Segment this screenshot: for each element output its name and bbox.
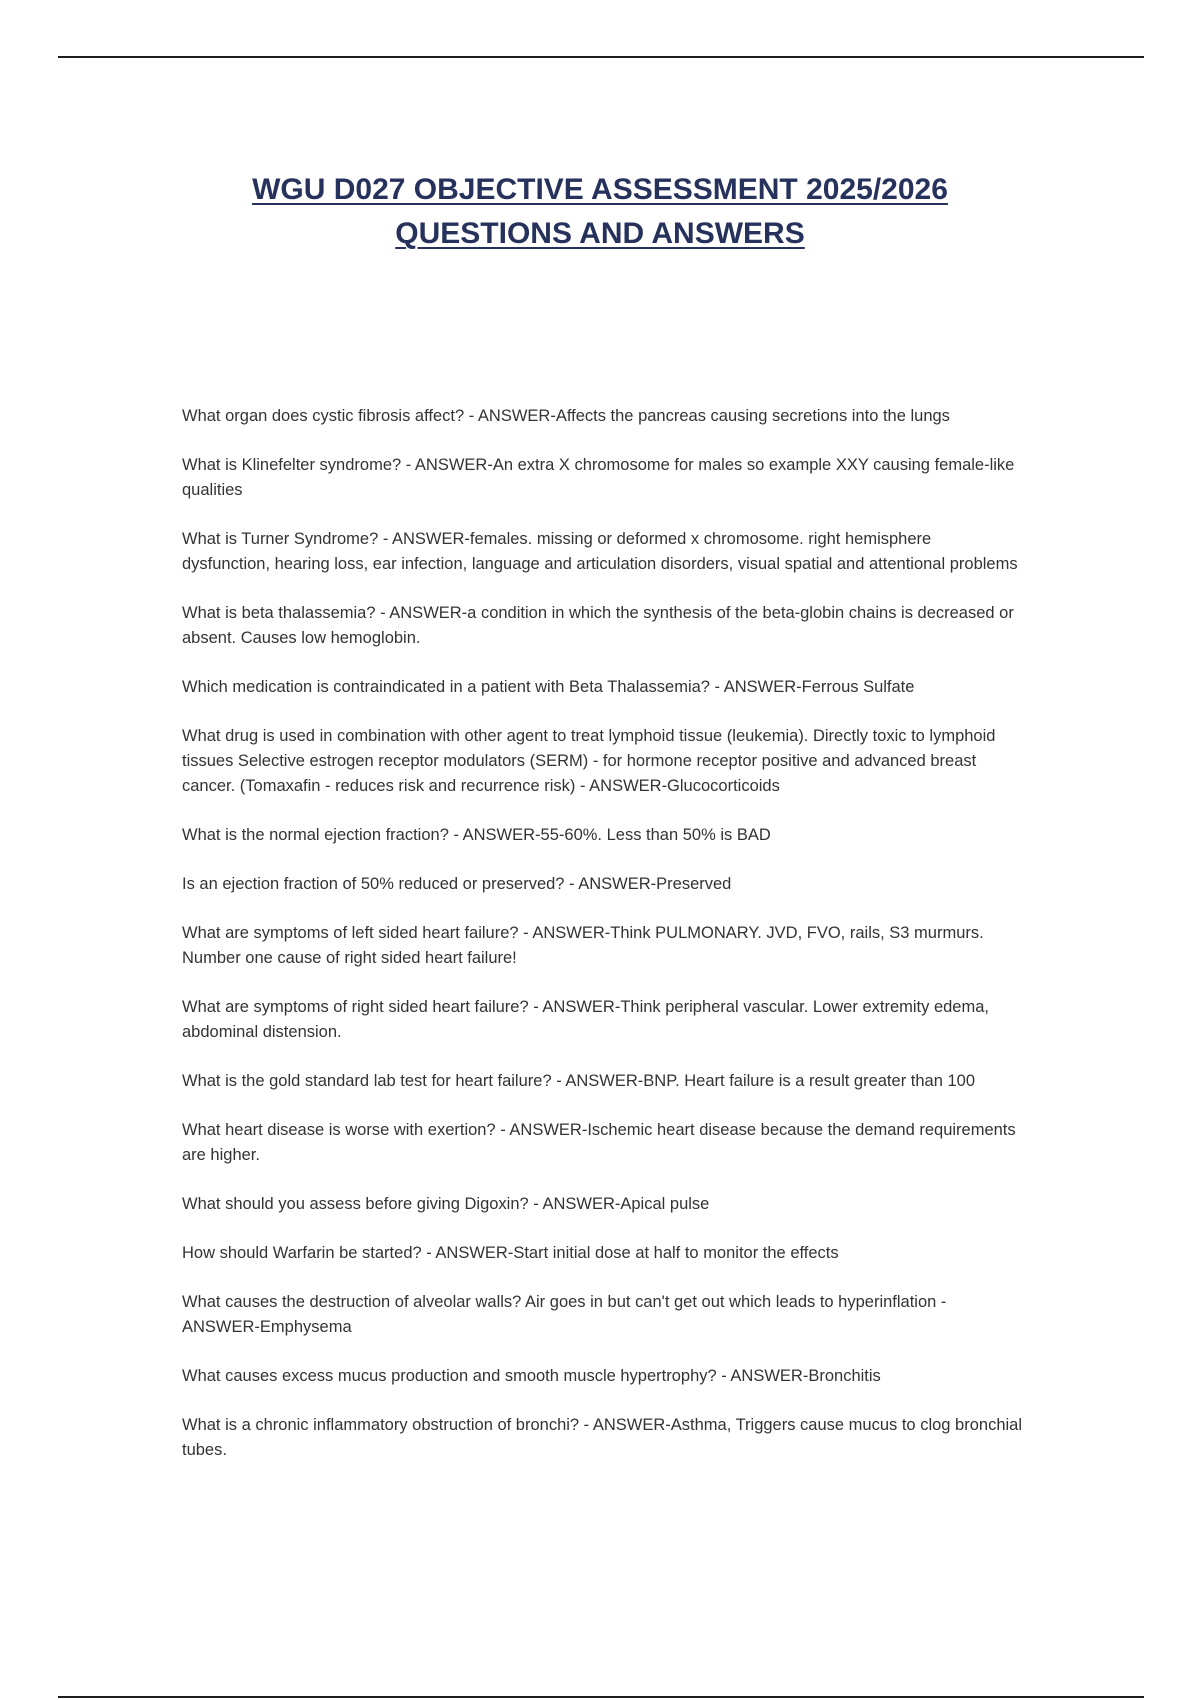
qa-item: What causes excess mucus production and smooth muscle hypertrophy? - ANSWER-Bronchitis — [182, 1367, 881, 1385]
title-line-2: QUESTIONS AND ANSWERS — [395, 217, 805, 251]
qa-item: How should Warfarin be started? - ANSWER-Start initial dose at half to monitor the effects — [182, 1244, 839, 1262]
qa-item: What are symptoms of right sided heart failure? - ANSWER-Think peripheral vascular. Lower extremity edema, abdominal distension. — [182, 998, 989, 1041]
qa-item: What is beta thalassemia? - ANSWER-a condition in which the synthesis of the beta-globin chains is decreased or absent. Causes low hemoglobin. — [182, 604, 1014, 647]
qa-item: What heart disease is worse with exertion? - ANSWER-Ischemic heart disease because the demand requirements are higher. — [182, 1121, 1016, 1164]
qa-list — [182, 404, 1022, 1487]
title-line-1: WGU D027 OBJECTIVE ASSESSMENT 2025/2026 — [252, 173, 948, 207]
footer-rule — [58, 1696, 1144, 1698]
qa-item: What is Klinefelter syndrome? - ANSWER-An extra X chromosome for males so example XXY causing female-like qualities — [182, 456, 1015, 499]
qa-item: What is the gold standard lab test for heart failure? - ANSWER-BNP. Heart failure is a result greater than 100 — [182, 1072, 975, 1090]
qa-item: What is the normal ejection fraction? - ANSWER-55-60%. Less than 50% is BAD — [182, 826, 771, 844]
document-title — [0, 168, 1200, 256]
qa-item: What is Turner Syndrome? - ANSWER-females. missing or deformed x chromosome. right hemisphere dysfunction, hearing loss, ear infection, language and articulation disorders, visual spatial and attentional problems — [182, 530, 1018, 573]
qa-item: Which medication is contraindicated in a patient with Beta Thalassemia? - ANSWER-Ferrous Sulfate — [182, 678, 915, 696]
qa-item: What should you assess before giving Digoxin? - ANSWER-Apical pulse — [182, 1195, 710, 1213]
qa-item: What causes the destruction of alveolar walls? Air goes in but can't get out which leads to hyperinflation - ANSWER-Emphysema — [182, 1293, 947, 1336]
qa-item: What drug is used in combination with other agent to treat lymphoid tissue (leukemia). Directly toxic to lymphoid tissues Selective estrogen receptor modulators (SERM) - for hormone receptor positive and advanced breast cancer. (Tomaxafin - reduces risk and recurrence risk) - ANSWER-Glucocorticoids — [182, 727, 996, 795]
header-rule — [58, 56, 1144, 58]
qa-item: What is a chronic inflammatory obstruction of bronchi? - ANSWER-Asthma, Triggers cause mucus to clog bronchial tubes. — [182, 1416, 1023, 1459]
qa-item: Is an ejection fraction of 50% reduced or preserved? - ANSWER-Preserved — [182, 875, 732, 893]
qa-item: What are symptoms of left sided heart failure? - ANSWER-Think PULMONARY. JVD, FVO, rails, S3 murmurs. Number one cause of right sided heart failure! — [182, 924, 984, 967]
qa-item: What organ does cystic fibrosis affect? - ANSWER-Affects the pancreas causing secretions into the lungs — [182, 407, 950, 425]
